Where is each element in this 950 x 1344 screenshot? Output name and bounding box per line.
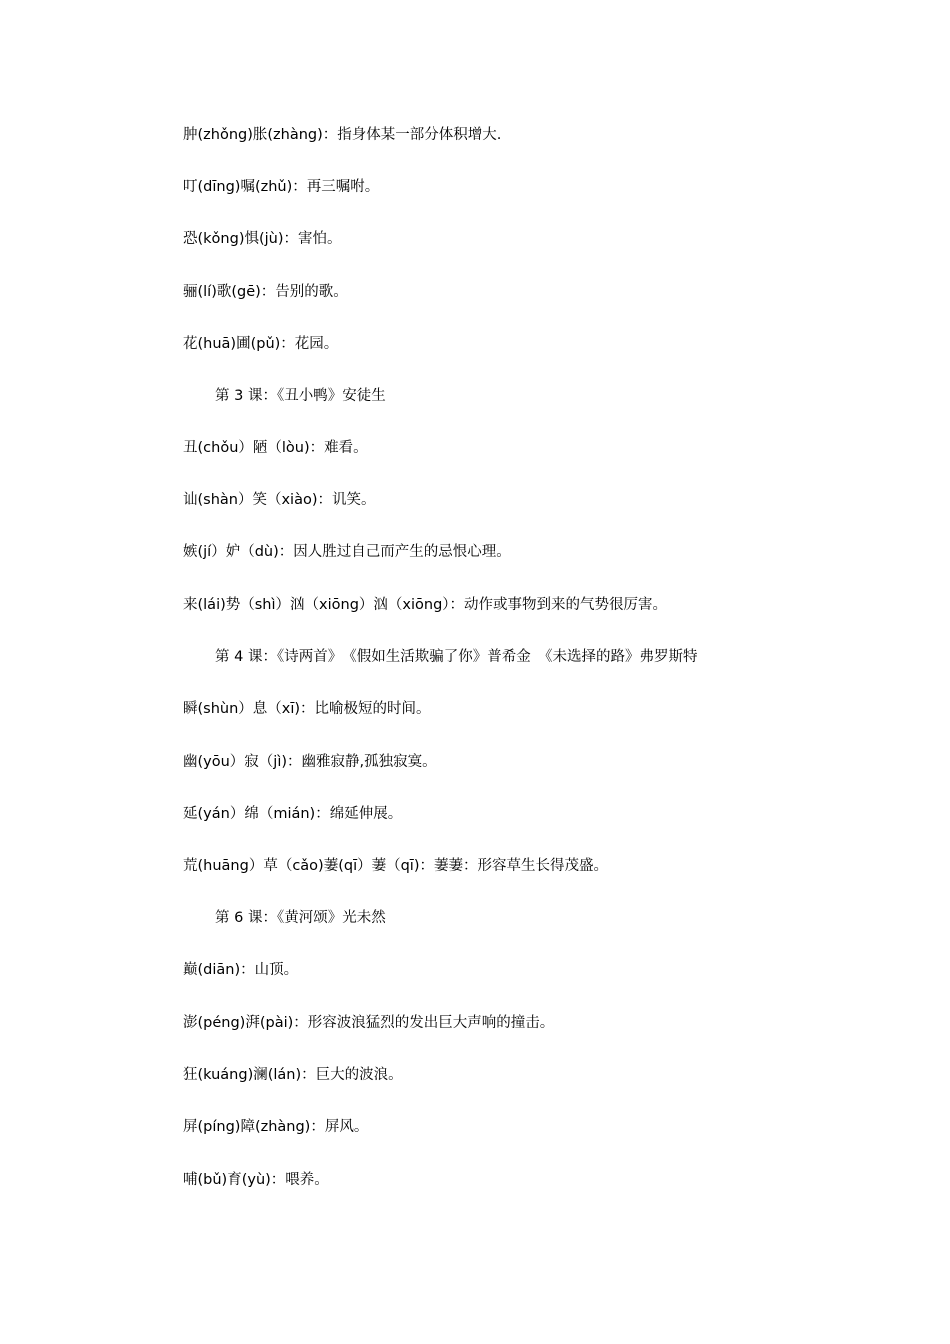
vocab-entry-youji: 幽(yōu）寂（jì)：幽雅寂静,孤独寂寞。 (183, 754, 437, 770)
vocab-entry-zhongzhang: 肿(zhǒng)胀(zhàng)：指身体某一部分体积增大. (183, 127, 502, 143)
vocab-entry-laishixiongxiong: 来(lái)势（shì）汹（xiōng）汹（xiōng）：动作或事物到来的气势很厉害。 (183, 597, 668, 613)
vocab-entry-lige: 骊(lí)歌(gē)：告别的歌。 (183, 284, 348, 300)
vocab-entry-pingzhang: 屏(píng)障(zhàng)：屏风。 (183, 1119, 369, 1135)
vocab-entry-shunxi: 瞬(shùn）息（xī)：比喻极短的时间。 (183, 701, 431, 717)
lesson-6-heading: 第 6 课：《黄河颂》光未然 (215, 910, 386, 926)
vocab-entry-kongju: 恐(kǒng)惧(jù)：害怕。 (183, 231, 342, 247)
vocab-entry-dian: 巅(diān)：山顶。 (183, 962, 299, 978)
vocab-entry-shanxiao: 讪(shàn）笑（xiào)：讥笑。 (183, 492, 376, 508)
vocab-entry-pengpai: 澎(péng)湃(pài)：形容波浪猛烈的发出巨大声响的撞击。 (183, 1015, 555, 1031)
vocab-entry-choulou: 丑(chǒu）陋（lòu)：难看。 (183, 440, 368, 456)
vocab-entry-dingzhu: 叮(dīng)嘱(zhǔ)：再三嘱咐。 (183, 179, 380, 195)
lesson-3-heading: 第 3 课：《丑小鸭》安徒生 (215, 388, 386, 404)
lesson-4-heading: 第 4 课：《诗两首》 《假如生活欺骗了你》普希金 《未选择的路》弗罗斯特 (215, 649, 698, 665)
vocab-entry-huangcaoqiqi: 荒(huāng）草（cǎo)萋(qī）萋（qī)：萋萋：形容草生长得茂盛。 (183, 858, 608, 874)
vocab-entry-buyu: 哺(bǔ)育(yù)：喂养。 (183, 1172, 329, 1188)
vocab-entry-kuanglan: 狂(kuáng)澜(lán)：巨大的波浪。 (183, 1067, 403, 1083)
vocab-entry-huapu: 花(huā)圃(pǔ)：花园。 (183, 336, 339, 352)
vocab-entry-jidu: 嫉(jí）妒（dù)：因人胜过自己而产生的忌恨心理。 (183, 544, 511, 560)
vocab-entry-yanmian: 延(yán）绵（mián)：绵延伸展。 (183, 806, 403, 822)
